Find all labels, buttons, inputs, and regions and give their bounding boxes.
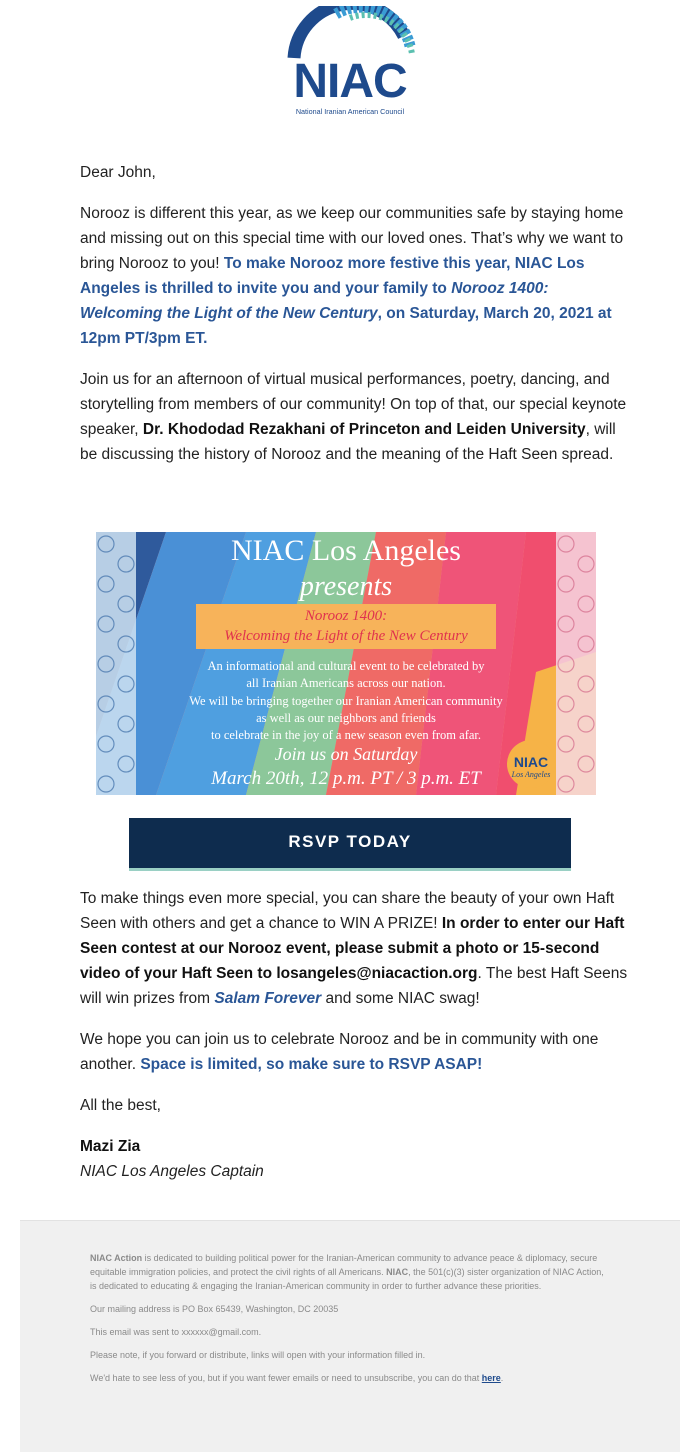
invite-highlight-b: , on Saturday, March 20, 2021 at 12pm PT/3pm ET.	[80, 305, 612, 347]
flyer-desc-3: We will be bringing together our Iranian American community	[189, 694, 503, 708]
paragraph-intro	[80, 201, 628, 351]
footer-about-text-b: , the 501(c)(3) sister organization of NIAC Action, is dedicated to educating & engaging the Iranian-American community in order to further advance these priorities.	[90, 1267, 604, 1291]
invite-highlight-a: To make Norooz more festive this year, NIAC Los Angeles is thrilled to invite you and your family to	[80, 255, 585, 297]
flyer-join: Join us on Saturday	[274, 744, 418, 764]
flyer-title: NIAC Los Angeles	[231, 534, 461, 567]
footer-about-text-a: is dedicated to building political power for the Iranian-American community to advance peace & diplomacy, secure equitable immigration policies, and protect the civil rights of all Americans.	[90, 1253, 598, 1277]
paragraph-program-rest: , will be discussing the history of Norooz and the meaning of the Haft Seen spread.	[80, 421, 616, 463]
paragraph-rsvp-reminder	[80, 1027, 628, 1077]
flyer-desc-1: An informational and cultural event to be celebrated by	[207, 659, 485, 673]
paragraph-contest-mid: . The best Haft Seens will win prizes from	[80, 965, 628, 1007]
footer-unsubscribe-end: .	[500, 1373, 504, 1383]
flyer-datetime: March 20th, 12 p.m. PT / 3 p.m. ET	[211, 768, 481, 789]
event-name: Norooz 1400: Welcoming the Light of the New Century	[80, 280, 549, 322]
footer-forward-note: Please note, if you forward or distribute, links will open with your information filled in.	[90, 1350, 426, 1360]
paragraph-rsvp-text: We hope you can join us to celebrate Norooz and be in community with one another.	[80, 1031, 599, 1073]
footer-org-action: NIAC Action	[90, 1253, 143, 1263]
paragraph-program-text: Join us for an afternoon of virtual musical performances, poetry, dancing, and storytelling from members of our community! On top of that, our special keynote speaker,	[80, 371, 627, 438]
greeting: Dear John,	[80, 164, 156, 181]
unsubscribe-link[interactable]: here	[481, 1373, 501, 1383]
flyer-desc-4: as well as our neighbors and friends	[256, 711, 436, 725]
flyer-event-line2: Welcoming the Light of the New Century	[224, 628, 468, 644]
paragraph-program	[80, 367, 628, 467]
email-footer	[20, 1220, 680, 1452]
letter-body-continued	[80, 886, 628, 1184]
contest-instructions: In order to enter our Haft Seen contest at our Norooz event, please submit a photo or 15-second video of your Haft Seen to losangeles@niacaction.org	[80, 915, 625, 982]
rsvp-reminder-highlight: Space is limited, so make sure to RSVP ASAP!	[140, 1056, 483, 1073]
footer-content	[90, 1251, 610, 1394]
flyer-desc-5: to celebrate in the joy of a new season even from afar.	[210, 728, 482, 742]
paragraph-contest-end: and some NIAC swag!	[321, 990, 480, 1007]
niac-logo[interactable]	[280, 6, 420, 118]
letter-body	[80, 160, 628, 483]
footer-unsubscribe	[90, 1371, 610, 1385]
flyer-event-line1: Norooz 1400:	[304, 608, 388, 624]
logo-wordmark: NIAC	[293, 55, 407, 108]
signature-name: Mazi Zia	[80, 1138, 141, 1155]
footer-mailing-address: Our mailing address is PO Box 65439, Washington, DC 20035	[90, 1304, 339, 1314]
signature-title: NIAC Los Angeles Captain	[80, 1163, 264, 1180]
flyer-badge: NIAC	[513, 754, 549, 770]
flyer-desc-2: all Iranian Americans across our nation.	[246, 676, 446, 690]
closing: All the best,	[80, 1097, 161, 1114]
event-flyer-image[interactable]	[96, 532, 596, 795]
rsvp-button[interactable]: RSVP TODAY	[129, 818, 571, 871]
paragraph-intro-text: Norooz is different this year, as we keep our communities safe by staying home and missing out on this special time with our loved ones. That’s why we want to bring Norooz to you!	[80, 205, 624, 272]
footer-unsubscribe-text: We'd hate to see less of you, but if you want fewer emails or need to unsubscribe, you can do that	[90, 1373, 482, 1383]
footer-sent-to: This email was sent to xxxxxx@gmail.com.	[90, 1327, 262, 1337]
footer-org-niac: NIAC	[386, 1267, 409, 1277]
paragraph-contest	[80, 886, 628, 1011]
paragraph-contest-text: To make things even more special, you can share the beauty of your own Haft Seen with others and get a chance to WIN A PRIZE!	[80, 890, 615, 932]
signature	[80, 1134, 628, 1184]
sponsor-link[interactable]: Salam Forever	[214, 990, 322, 1007]
flyer-presents: presents	[299, 571, 393, 602]
flyer-badge-sub: Los Angeles	[511, 770, 551, 779]
keynote-speaker: Dr. Khododad Rezakhani of Princeton and Leiden University	[142, 421, 586, 438]
footer-about	[90, 1251, 610, 1293]
logo-subtitle: National Iranian American Council	[295, 107, 405, 116]
